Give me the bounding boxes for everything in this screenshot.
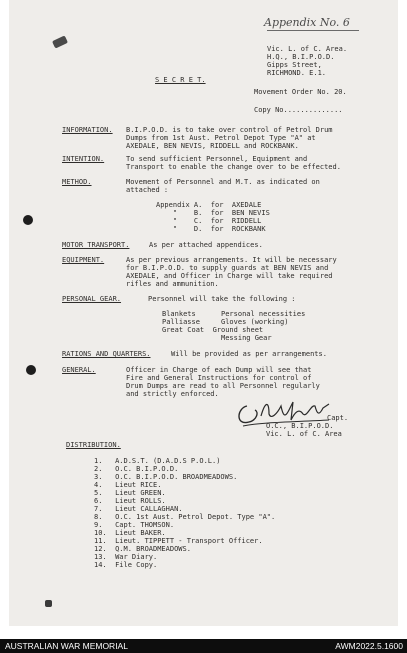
address-line: Vic. L. of C. Area. bbox=[267, 45, 348, 53]
section-line: As per attached appendices. bbox=[149, 241, 263, 249]
gear-item: Messing Gear bbox=[162, 334, 272, 342]
distribution-item: 2. O.C. B.I.P.O.D. bbox=[94, 465, 179, 473]
copy-number: Copy No.............. bbox=[254, 106, 343, 114]
ink-mark bbox=[52, 35, 68, 48]
distribution-item: 7. Lieut CALLAGHAN. bbox=[94, 505, 183, 513]
section-line: Movement of Personnel and M.T. as indicated on bbox=[126, 178, 320, 186]
appendix-line: " D. for ROCKBANK bbox=[156, 225, 266, 233]
section-label: PERSONAL GEAR. bbox=[62, 295, 122, 303]
gear-item: Blankets Personal necessities bbox=[162, 310, 306, 318]
section-label: GENERAL. bbox=[62, 366, 96, 374]
address-line: H.Q., B.I.P.O.D. bbox=[267, 53, 335, 61]
section-label: METHOD. bbox=[62, 178, 92, 186]
ink-speck bbox=[45, 600, 52, 607]
distribution-item: 13. War Diary. bbox=[94, 553, 158, 561]
distribution-item: 14. File Copy. bbox=[94, 561, 158, 569]
address-line: Gipps Street, bbox=[267, 61, 322, 69]
appendix-line: " B. for BEN NEVIS bbox=[156, 209, 270, 217]
section-line: AXEDALE, and Officer in Charge will take required bbox=[126, 272, 333, 280]
appendix-annotation: Appendix No. 6 bbox=[264, 16, 350, 29]
distribution-item: 4. Lieut RICE. bbox=[94, 481, 162, 489]
section-label: INFORMATION. bbox=[62, 126, 113, 134]
section-line: Fire and General Instructions for control of bbox=[126, 374, 312, 382]
section-line: To send sufficient Personnel, Equipment and bbox=[126, 155, 308, 163]
section-label: INTENTION. bbox=[62, 155, 105, 163]
section-line: B.I.P.O.D. is to take over control of Petrol Drum bbox=[126, 126, 333, 134]
distribution-item: 9. Capt. THOMSON. bbox=[94, 521, 175, 529]
distribution-item: 8. O.C. 1st Aust. Petrol Depot. Type "A". bbox=[94, 513, 276, 521]
punch-hole-bottom bbox=[26, 365, 36, 375]
section-label: RATIONS AND QUARTERS. bbox=[62, 350, 151, 358]
section-line: Officer in Charge of each Dump will see that bbox=[126, 366, 312, 374]
distribution-item: 12. Q.M. BROADMEADOWS. bbox=[94, 545, 191, 553]
distribution-item: 10. Lieut BAKER. bbox=[94, 529, 166, 537]
gear-item: Great Coat Ground sheet bbox=[162, 326, 264, 334]
punch-hole-top bbox=[23, 215, 33, 225]
signature-rank: Capt. bbox=[327, 414, 349, 422]
distribution-item: 11. Lieut. TIPPETT - Transport Officer. bbox=[94, 537, 263, 545]
distribution-item: 3. O.C. B.I.P.O.D. BROADMEADOWS. bbox=[94, 473, 238, 481]
section-line: and strictly enforced. bbox=[126, 390, 219, 398]
archive-footer bbox=[0, 639, 407, 653]
movement-order-number: Movement Order No. 20. bbox=[254, 88, 347, 96]
address-line: RICHMOND. E.1. bbox=[267, 69, 327, 77]
section-label: EQUIPMENT. bbox=[62, 256, 105, 264]
section-line: Personnel will take the following : bbox=[148, 295, 296, 303]
distribution-item: 5. Lieut GREEN. bbox=[94, 489, 166, 497]
section-line: Will be provided as per arrangements. bbox=[171, 350, 327, 358]
section-line: As per previous arrangements. It will be necessary bbox=[126, 256, 337, 264]
section-line: rifles and ammunition. bbox=[126, 280, 219, 288]
section-label: MOTOR TRANSPORT. bbox=[62, 241, 130, 249]
footer-left-label: AUSTRALIAN WAR MEMORIAL bbox=[5, 641, 128, 651]
gear-item: Palliasse Gloves (working) bbox=[162, 318, 289, 326]
section-line: AXEDALE, BEN NEVIS, RIDDELL and ROCKBANK. bbox=[126, 142, 299, 150]
appendix-line: Appendix A. for AXEDALE bbox=[156, 201, 262, 209]
appendix-line: " C. for RIDDELL bbox=[156, 217, 262, 225]
section-line: Dumps from 1st Aust. Petrol Depot Type "A" at bbox=[126, 134, 316, 142]
document-page bbox=[9, 0, 398, 626]
distribution-item: 1. A.D.S.T. (D.A.D.S P.O.L.) bbox=[94, 457, 221, 465]
annotation-underline bbox=[267, 30, 359, 31]
section-line: Transport to enable the change over to be effected. bbox=[126, 163, 341, 171]
section-line: attached : bbox=[126, 186, 169, 194]
footer-right-label: AWM2022.5.1600 bbox=[335, 641, 403, 651]
distribution-item: 6. Lieut ROLLS. bbox=[94, 497, 166, 505]
signature-title: O.C., B.I.P.O.D. bbox=[266, 422, 334, 430]
signature-area: Vic. L. of C. Area bbox=[266, 430, 342, 438]
classification-heading: S E C R E T. bbox=[155, 76, 206, 84]
section-line: Drum Dumps are read to all Personnel regularly bbox=[126, 382, 320, 390]
section-line: for B.I.P.O.D. to supply guards at BEN NEVIS and bbox=[126, 264, 329, 272]
distribution-label: DISTRIBUTION. bbox=[66, 441, 121, 449]
